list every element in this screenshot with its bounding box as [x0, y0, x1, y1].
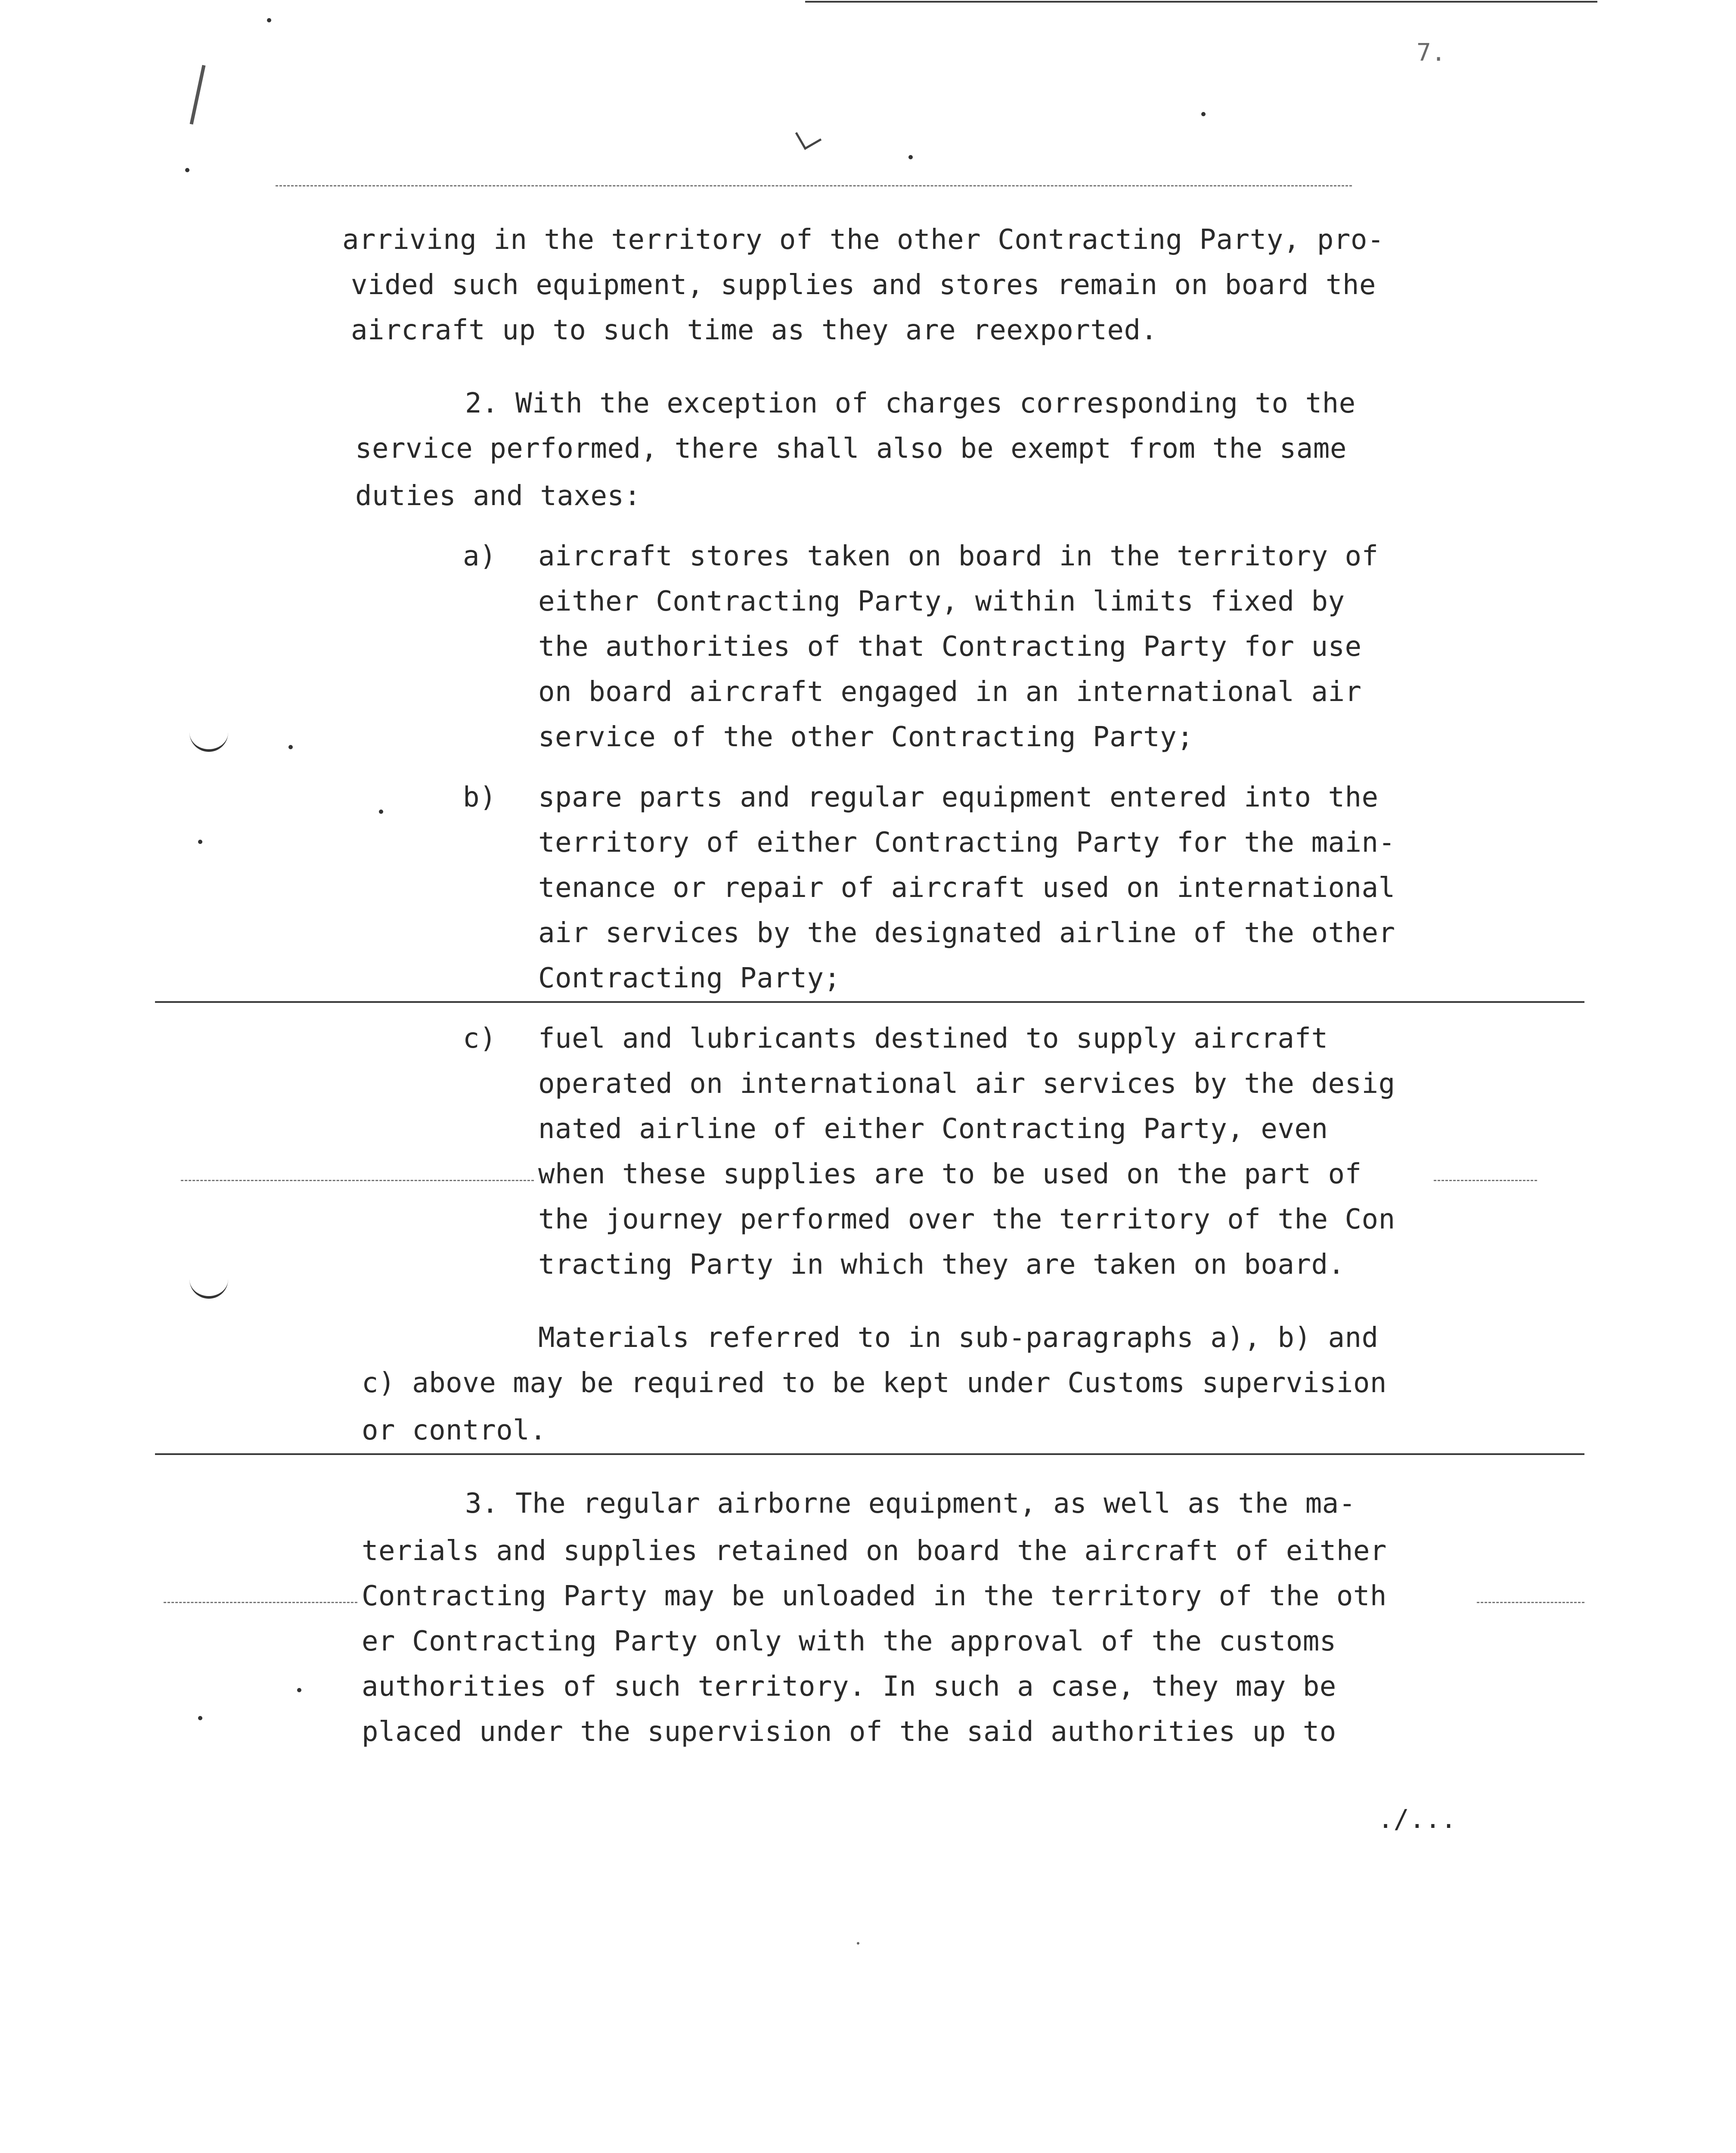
- materials-line: c) above may be required to be kept under Customs supervision: [362, 1367, 1387, 1399]
- scan-speck: [288, 745, 293, 749]
- header-dashed-rule: [276, 185, 1352, 186]
- scan-speck: [908, 155, 913, 159]
- body-line: vided such equipment, supplies and stores remain on board the: [351, 269, 1376, 301]
- scan-mark-slash: [190, 65, 206, 125]
- scan-speck: [198, 840, 202, 844]
- item-b-line: air services by the designated airline of the other: [538, 917, 1395, 949]
- paragraph-3-line: authorities of such territory. In such a case, they may be: [362, 1671, 1336, 1703]
- item-a-line: either Contracting Party, within limits fixed by: [538, 586, 1345, 617]
- paragraph-2-line: 2. With the exception of charges corresponding to the: [465, 388, 1356, 419]
- paragraph-3-line: placed under the supervision of the said authorities up to: [362, 1716, 1336, 1748]
- page-number: 7.: [1417, 39, 1446, 67]
- item-label-c: c): [463, 1023, 497, 1055]
- item-c-line: tracting Party in which they are taken on board.: [538, 1249, 1345, 1281]
- item-c-line: the journey performed over the territory of the Con: [538, 1204, 1395, 1235]
- scan-mark-arc: [189, 1275, 228, 1299]
- item-label-b: b): [463, 782, 497, 813]
- body-line: arriving in the territory of the other Contracting Party, pro-: [342, 224, 1384, 256]
- continuation-mark: ./...: [1378, 1804, 1457, 1834]
- scan-speck: [185, 168, 189, 172]
- paragraph-3-line: er Contracting Party only with the approval of the customs: [362, 1626, 1336, 1657]
- item-label-a: a): [463, 540, 497, 572]
- item-c-line: when these supplies are to be used on the part of: [538, 1158, 1362, 1190]
- item-b-line: territory of either Contracting Party for the main-: [538, 827, 1395, 859]
- scan-speck: [379, 810, 383, 814]
- scan-mark-squiggle: [795, 124, 822, 150]
- dotted-leader: [181, 1180, 534, 1181]
- item-c-line: fuel and lubricants destined to supply aircraft: [538, 1023, 1328, 1055]
- dotted-leader: [164, 1602, 357, 1603]
- item-c-line: operated on international air services by the desig: [538, 1068, 1395, 1100]
- item-a-line: the authorities of that Contracting Party for use: [538, 631, 1362, 663]
- paragraph-3-line: 3. The regular airborne equipment, as well as the ma-: [465, 1488, 1356, 1520]
- item-a-line: aircraft stores taken on board in the territory of: [538, 540, 1379, 572]
- item-a-line: service of the other Contracting Party;: [538, 721, 1194, 753]
- top-rule: [805, 1, 1597, 3]
- separator-rule: [155, 1453, 1584, 1455]
- item-c-line: nated airline of either Contracting Party, even: [538, 1113, 1328, 1145]
- dotted-leader: [1477, 1602, 1584, 1603]
- scan-mark-arc: [189, 728, 228, 752]
- materials-line: or control.: [362, 1415, 547, 1446]
- materials-line: Materials referred to in sub-paragraphs a), b) and: [538, 1322, 1379, 1354]
- paragraph-2-line: service performed, there shall also be exempt from the same: [355, 433, 1347, 465]
- scan-speck: [297, 1688, 301, 1692]
- paragraph-2-line: duties and taxes:: [355, 480, 641, 512]
- scan-speck: [1201, 112, 1206, 116]
- scan-speck: [198, 1716, 202, 1720]
- separator-rule: [155, 1001, 1584, 1003]
- paragraph-3-line: terials and supplies retained on board the aircraft of either: [362, 1535, 1387, 1567]
- dotted-leader: [1434, 1180, 1537, 1181]
- item-a-line: on board aircraft engaged in an international air: [538, 676, 1362, 708]
- item-b-line: tenance or repair of aircraft used on international: [538, 872, 1395, 904]
- item-b-line: Contracting Party;: [538, 962, 841, 994]
- scan-speck: [857, 1942, 859, 1945]
- paragraph-3-line: Contracting Party may be unloaded in the territory of the oth: [362, 1580, 1387, 1612]
- scan-speck: [267, 18, 271, 22]
- item-b-line: spare parts and regular equipment entered into the: [538, 782, 1379, 813]
- body-line: aircraft up to such time as they are reexported.: [351, 314, 1158, 346]
